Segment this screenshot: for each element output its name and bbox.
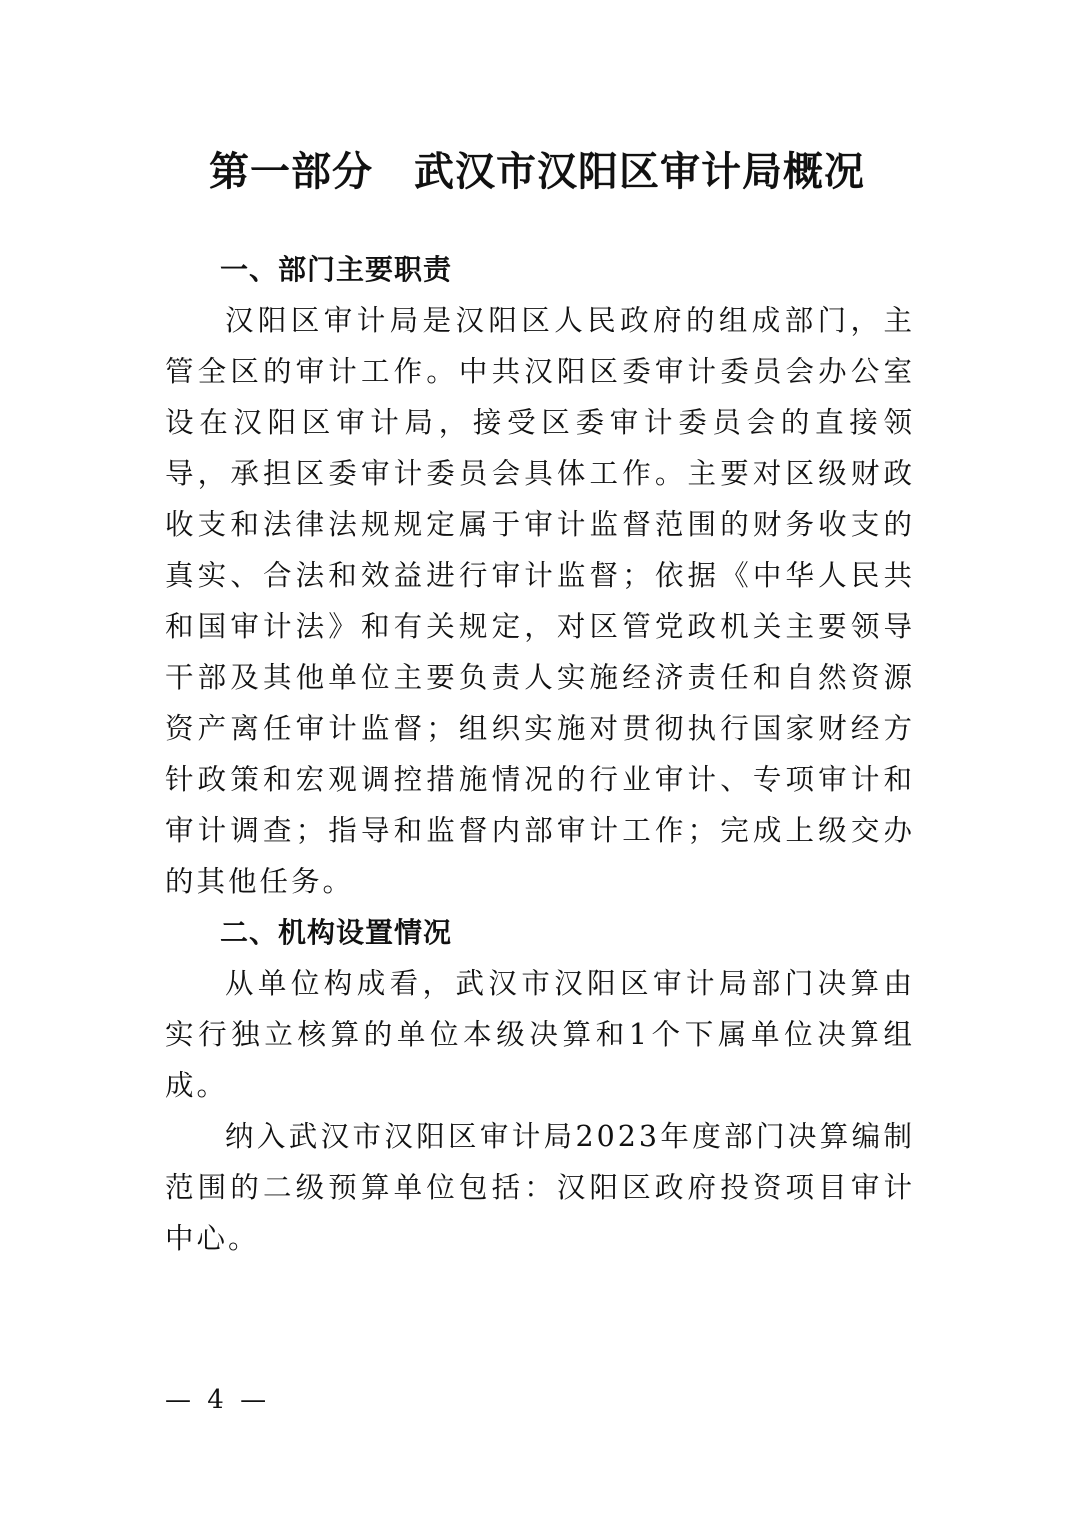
- section-main-duties: [165, 244, 915, 907]
- section-organization: [165, 907, 915, 1264]
- paragraph-main-duties: 汉阳区审计局是汉阳区人民政府的组成部门，主管全区的审计工作。中共汉阳区委审计委员会办公室设在汉阳区审计局，接受区委审计委员会的直接领导，承担区委审计委员会具体工作。主要对区级财政收支和法律法规规定属于审计监督范围的财务收支的真实、合法和效益进行审计监督；依据《中华人民共和国审计法》和有关规定，对区管党政机关主要领导干部及其他单位主要负责人实施经济责任和自然资源资产离任审计监督；组织实施对贯彻执行国家财经方针政策和宏观调控措施情况的行业审计、专项审计和审计调查；指导和监督内部审计工作；完成上级交办的其他任务。: [165, 304, 915, 898]
- paragraph-unit-composition: 从单位构成看，武汉市汉阳区审计局部门决算由实行独立核算的单位本级决算和1个下属单位决算组成。: [165, 967, 915, 1102]
- paragraph-budget-scope: 纳入武汉市汉阳区审计局2023年度部门决算编制范围的二级预算单位包括：汉阳区政府投资项目审计中心。: [165, 1120, 915, 1255]
- document-body: [165, 244, 915, 1264]
- page-number: — 4 —: [165, 1385, 271, 1415]
- section-heading-main-duties: 一、部门主要职责: [220, 253, 453, 286]
- page-title: 第一部分 武汉市汉阳区审计局概况: [209, 149, 865, 195]
- section-heading-organization: 二、机构设置情况: [220, 916, 453, 949]
